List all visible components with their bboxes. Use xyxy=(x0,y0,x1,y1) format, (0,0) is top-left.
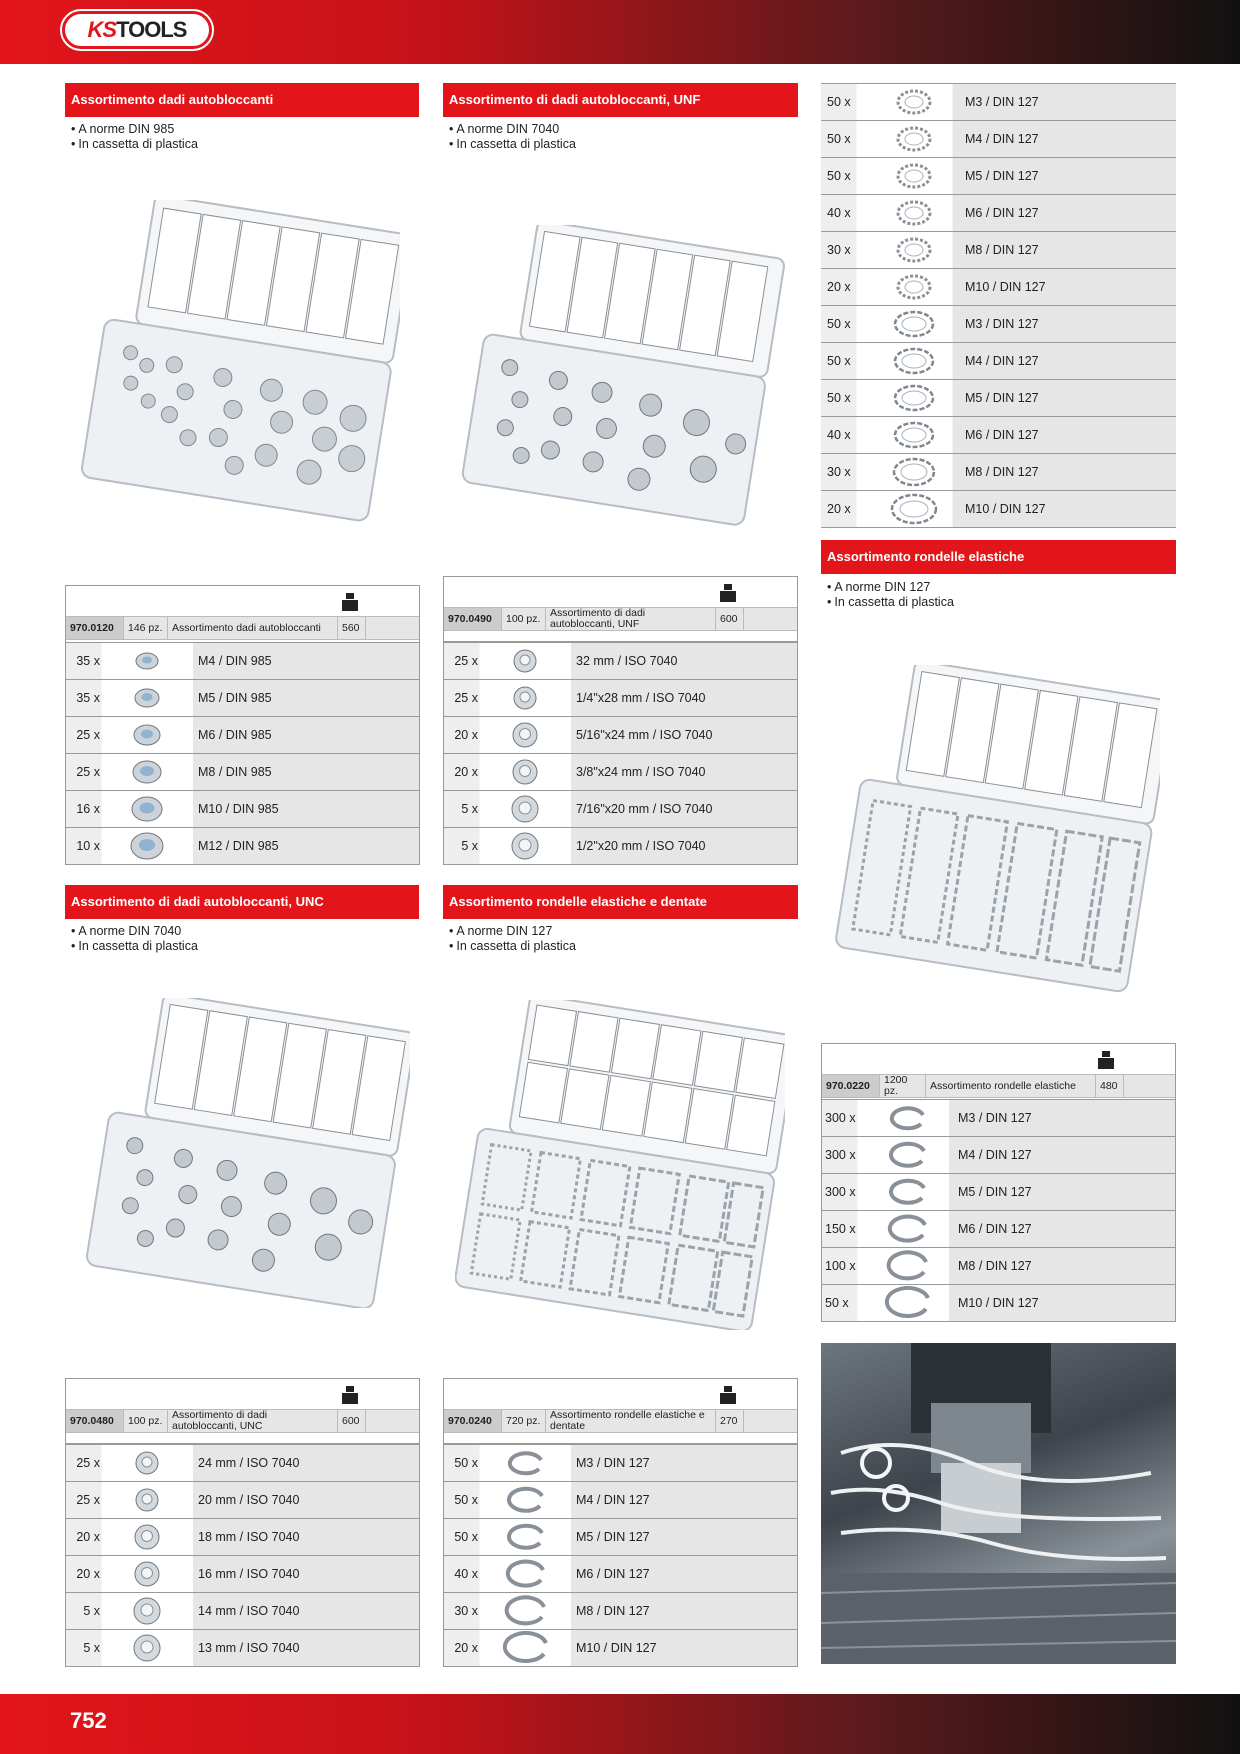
qty: 30 x xyxy=(827,243,851,257)
table-row xyxy=(821,416,1176,453)
spec: M8 / DIN 127 xyxy=(958,1259,1032,1273)
table-row xyxy=(444,827,797,864)
product-description: Assortimento dadi autobloccanti xyxy=(168,617,338,639)
product-weight: 480 xyxy=(1096,1075,1124,1097)
spec: M4 / DIN 127 xyxy=(965,354,1039,368)
toothed-washer-icon xyxy=(869,346,959,376)
table-row xyxy=(444,679,797,716)
spec: M3 / DIN 127 xyxy=(965,95,1039,109)
table-row xyxy=(66,1481,419,1518)
qty: 300 x xyxy=(825,1185,856,1199)
product-description: Assortimento di dadi autobloccanti, UNC xyxy=(168,1410,338,1432)
bullet-item: • A norme DIN 7040 xyxy=(71,924,198,939)
nut-icon xyxy=(102,795,192,823)
logo-tools-text: TOOLS xyxy=(116,17,187,42)
qty: 25 x xyxy=(76,1493,100,1507)
spec: M10 / DIN 985 xyxy=(198,802,279,816)
items-table xyxy=(821,1099,1176,1322)
assortment-case-image xyxy=(80,998,410,1313)
spec: M4 / DIN 127 xyxy=(965,132,1039,146)
qty: 20 x xyxy=(76,1530,100,1544)
spec: M6 / DIN 127 xyxy=(965,206,1039,220)
items-table xyxy=(65,1444,420,1667)
qty: 50 x xyxy=(454,1530,478,1544)
nut-icon xyxy=(480,758,570,786)
spec: M6 / DIN 127 xyxy=(958,1222,1032,1236)
nut-icon xyxy=(102,687,192,709)
spec: 32 mm / ISO 7040 xyxy=(576,654,678,668)
qty: 20 x xyxy=(827,502,851,516)
product-info-box xyxy=(443,576,798,642)
spec: 5/16"x24 mm / ISO 7040 xyxy=(576,728,713,742)
washer-icon xyxy=(862,1250,952,1282)
table-row xyxy=(821,157,1176,194)
product-info-box xyxy=(443,1378,798,1444)
assortment-case-image xyxy=(455,225,785,535)
spec: 1/4"x28 mm / ISO 7040 xyxy=(576,691,706,705)
spec: M5 / DIN 127 xyxy=(965,169,1039,183)
toothed-washer-icon xyxy=(869,456,959,488)
table-row xyxy=(66,1555,419,1592)
qty: 50 x xyxy=(454,1493,478,1507)
table-row xyxy=(444,1555,797,1592)
product-description: Assortimento rondelle elastiche xyxy=(926,1075,1096,1097)
bullet-item: • In cassetta di plastica xyxy=(71,939,198,954)
items-table xyxy=(821,83,1176,528)
qty: 25 x xyxy=(76,1456,100,1470)
table-row xyxy=(66,679,419,716)
qty: 300 x xyxy=(825,1111,856,1125)
washer-icon xyxy=(480,1523,570,1551)
qty: 40 x xyxy=(827,428,851,442)
qty: 5 x xyxy=(461,802,478,816)
items-table xyxy=(443,1444,798,1667)
toothed-washer-icon xyxy=(869,199,959,227)
bullet-item: • A norme DIN 127 xyxy=(449,924,576,939)
nut-icon xyxy=(480,794,570,824)
qty: 25 x xyxy=(76,728,100,742)
qty: 50 x xyxy=(827,391,851,405)
bullet-item: • In cassetta di plastica xyxy=(449,137,576,152)
spec: 16 mm / ISO 7040 xyxy=(198,1567,300,1581)
washer-icon xyxy=(862,1105,952,1131)
qty: 50 x xyxy=(827,132,851,146)
spec: M10 / DIN 127 xyxy=(958,1296,1039,1310)
table-row xyxy=(444,1481,797,1518)
table-row xyxy=(66,642,419,679)
section-title: Assortimento rondelle elastiche e dentate xyxy=(443,885,798,919)
section-title: Assortimento di dadi autobloccanti, UNF xyxy=(443,83,798,117)
assortment-case-image xyxy=(80,200,400,535)
washer-icon xyxy=(862,1141,952,1169)
table-row xyxy=(822,1210,1175,1247)
toothed-washer-icon xyxy=(869,309,959,339)
piece-count: 146 pz. xyxy=(124,617,168,639)
weight-icon xyxy=(1097,1050,1115,1070)
table-row xyxy=(444,1444,797,1481)
table-row xyxy=(444,1592,797,1629)
table-row xyxy=(444,1518,797,1555)
table-row xyxy=(821,305,1176,342)
product-weight: 600 xyxy=(716,608,744,630)
spec: M5 / DIN 985 xyxy=(198,691,272,705)
spec: M8 / DIN 127 xyxy=(576,1604,650,1618)
bullet-item: • In cassetta di plastica xyxy=(827,595,954,610)
qty: 50 x xyxy=(827,354,851,368)
spec: 13 mm / ISO 7040 xyxy=(198,1641,300,1655)
table-row xyxy=(821,453,1176,490)
toothed-washer-icon xyxy=(869,88,959,116)
table-row xyxy=(821,83,1176,120)
product-description: Assortimento rondelle elastiche e dentate xyxy=(546,1410,716,1432)
weight-icon xyxy=(341,592,359,612)
qty: 16 x xyxy=(76,802,100,816)
nut-icon xyxy=(480,685,570,711)
product-weight: 560 xyxy=(338,617,366,639)
nut-icon xyxy=(102,1487,192,1513)
table-row xyxy=(444,642,797,679)
table-row xyxy=(822,1284,1175,1321)
spec: M5 / DIN 127 xyxy=(576,1530,650,1544)
qty: 40 x xyxy=(827,206,851,220)
product-row xyxy=(66,616,419,640)
table-row xyxy=(66,1592,419,1629)
table-row xyxy=(444,1629,797,1666)
washer-icon xyxy=(862,1214,952,1244)
nut-icon xyxy=(480,648,570,674)
qty: 5 x xyxy=(83,1641,100,1655)
spec: M4 / DIN 127 xyxy=(576,1493,650,1507)
washer-icon xyxy=(862,1286,952,1320)
qty: 300 x xyxy=(825,1148,856,1162)
nut-icon xyxy=(102,723,192,747)
nut-icon xyxy=(102,1633,192,1663)
article-number: 970.0220 xyxy=(822,1075,880,1097)
toothed-washer-icon xyxy=(869,383,959,413)
spec: 1/2"x20 mm / ISO 7040 xyxy=(576,839,706,853)
spec: 7/16"x20 mm / ISO 7040 xyxy=(576,802,713,816)
toothed-washer-icon xyxy=(869,236,959,264)
article-number: 970.0120 xyxy=(66,617,124,639)
spec: M5 / DIN 127 xyxy=(965,391,1039,405)
spec: M10 / DIN 127 xyxy=(965,280,1046,294)
qty: 100 x xyxy=(825,1259,856,1273)
weight-icon xyxy=(341,1385,359,1405)
product-weight: 600 xyxy=(338,1410,366,1432)
qty: 30 x xyxy=(827,465,851,479)
table-row xyxy=(821,490,1176,527)
spec: M3 / DIN 127 xyxy=(958,1111,1032,1125)
spec: 20 mm / ISO 7040 xyxy=(198,1493,300,1507)
bullet-list xyxy=(449,924,576,954)
washer-icon xyxy=(480,1450,570,1476)
qty: 150 x xyxy=(825,1222,856,1236)
qty: 10 x xyxy=(76,839,100,853)
qty: 50 x xyxy=(827,169,851,183)
table-row xyxy=(66,790,419,827)
milling-machine-photo xyxy=(821,1343,1176,1664)
nut-icon xyxy=(480,831,570,861)
table-row xyxy=(66,753,419,790)
piece-count: 720 pz. xyxy=(502,1410,546,1432)
spec: M6 / DIN 127 xyxy=(576,1567,650,1581)
washer-icon xyxy=(480,1595,570,1627)
page-number: 752 xyxy=(70,1708,107,1733)
nut-icon xyxy=(102,759,192,785)
bullet-item: • In cassetta di plastica xyxy=(71,137,198,152)
table-row xyxy=(444,790,797,827)
table-row xyxy=(822,1247,1175,1284)
product-row xyxy=(444,607,797,631)
qty: 35 x xyxy=(76,691,100,705)
items-table xyxy=(443,642,798,865)
spec: M4 / DIN 127 xyxy=(958,1148,1032,1162)
table-row xyxy=(821,231,1176,268)
qty: 25 x xyxy=(76,765,100,779)
qty: 20 x xyxy=(454,1641,478,1655)
bullet-item: • A norme DIN 127 xyxy=(827,580,954,595)
qty: 40 x xyxy=(454,1567,478,1581)
spec: M8 / DIN 127 xyxy=(965,465,1039,479)
assortment-case-image xyxy=(830,665,1160,1000)
section-title: Assortimento dadi autobloccanti xyxy=(65,83,419,117)
bullet-item: • A norme DIN 985 xyxy=(71,122,198,137)
weight-icon xyxy=(719,583,737,603)
spec: M5 / DIN 127 xyxy=(958,1185,1032,1199)
spec: M3 / DIN 127 xyxy=(965,317,1039,331)
table-row xyxy=(821,268,1176,305)
bullet-list xyxy=(71,122,198,152)
table-row xyxy=(821,379,1176,416)
spec: M8 / DIN 985 xyxy=(198,765,272,779)
nut-icon xyxy=(102,831,192,861)
qty: 25 x xyxy=(454,654,478,668)
qty: 25 x xyxy=(454,691,478,705)
product-description: Assortimento di dadi autobloccanti, UNF xyxy=(546,608,716,630)
nut-icon xyxy=(102,1523,192,1551)
table-row xyxy=(66,827,419,864)
article-number: 970.0490 xyxy=(444,608,502,630)
spec: 14 mm / ISO 7040 xyxy=(198,1604,300,1618)
items-table xyxy=(65,642,420,865)
spec: M6 / DIN 127 xyxy=(965,428,1039,442)
article-number: 970.0480 xyxy=(66,1410,124,1432)
spec: M12 / DIN 985 xyxy=(198,839,279,853)
table-row xyxy=(821,342,1176,379)
washer-icon xyxy=(480,1631,570,1665)
spec: 3/8"x24 mm / ISO 7040 xyxy=(576,765,706,779)
washer-icon xyxy=(480,1486,570,1514)
table-row xyxy=(66,1629,419,1666)
bullet-list xyxy=(449,122,576,152)
spec: 18 mm / ISO 7040 xyxy=(198,1530,300,1544)
piece-count: 100 pz. xyxy=(124,1410,168,1432)
table-row xyxy=(822,1173,1175,1210)
spec: M10 / DIN 127 xyxy=(965,502,1046,516)
toothed-washer-icon xyxy=(869,420,959,450)
nut-icon xyxy=(102,651,192,671)
nut-icon xyxy=(102,1450,192,1476)
nut-icon xyxy=(480,721,570,749)
qty: 50 x xyxy=(825,1296,849,1310)
spec: M8 / DIN 127 xyxy=(965,243,1039,257)
bullet-list xyxy=(827,580,954,610)
qty: 20 x xyxy=(454,765,478,779)
product-row xyxy=(822,1074,1175,1098)
assortment-case-image xyxy=(455,1000,785,1335)
toothed-washer-icon xyxy=(869,125,959,153)
ks-tools-logo xyxy=(62,11,212,49)
logo-ks-text: KS xyxy=(87,17,117,42)
bullet-item: • In cassetta di plastica xyxy=(449,939,576,954)
table-row xyxy=(66,1444,419,1481)
spec: M6 / DIN 985 xyxy=(198,728,272,742)
qty: 20 x xyxy=(76,1567,100,1581)
table-row xyxy=(66,1518,419,1555)
qty: 50 x xyxy=(827,95,851,109)
bullet-item: • A norme DIN 7040 xyxy=(449,122,576,137)
section-title: Assortimento di dadi autobloccanti, UNC xyxy=(65,885,419,919)
product-info-box xyxy=(65,1378,420,1444)
qty: 5 x xyxy=(461,839,478,853)
piece-count: 1200 pz. xyxy=(880,1075,926,1097)
page-header xyxy=(0,0,1240,64)
qty: 20 x xyxy=(454,728,478,742)
table-row xyxy=(444,753,797,790)
weight-icon xyxy=(719,1385,737,1405)
product-row xyxy=(66,1409,419,1433)
article-number: 970.0240 xyxy=(444,1410,502,1432)
qty: 5 x xyxy=(83,1604,100,1618)
qty: 50 x xyxy=(827,317,851,331)
table-row xyxy=(822,1136,1175,1173)
spec: 24 mm / ISO 7040 xyxy=(198,1456,300,1470)
table-row xyxy=(444,716,797,753)
nut-icon xyxy=(102,1596,192,1626)
table-row xyxy=(822,1099,1175,1136)
washer-icon xyxy=(862,1178,952,1206)
toothed-washer-icon xyxy=(869,492,959,526)
qty: 35 x xyxy=(76,654,100,668)
spec: M3 / DIN 127 xyxy=(576,1456,650,1470)
table-row xyxy=(821,194,1176,231)
piece-count: 100 pz. xyxy=(502,608,546,630)
spec: M10 / DIN 127 xyxy=(576,1641,657,1655)
table-row xyxy=(66,716,419,753)
product-row xyxy=(444,1409,797,1433)
qty: 20 x xyxy=(827,280,851,294)
qty: 30 x xyxy=(454,1604,478,1618)
washer-icon xyxy=(480,1559,570,1589)
bullet-list xyxy=(71,924,198,954)
table-row xyxy=(821,120,1176,157)
product-weight: 270 xyxy=(716,1410,744,1432)
nut-icon xyxy=(102,1560,192,1588)
toothed-washer-icon xyxy=(869,162,959,190)
page-footer xyxy=(0,1694,1240,1754)
qty: 50 x xyxy=(454,1456,478,1470)
spec: M4 / DIN 985 xyxy=(198,654,272,668)
section-title: Assortimento rondelle elastiche xyxy=(821,540,1176,574)
toothed-washer-icon xyxy=(869,273,959,301)
